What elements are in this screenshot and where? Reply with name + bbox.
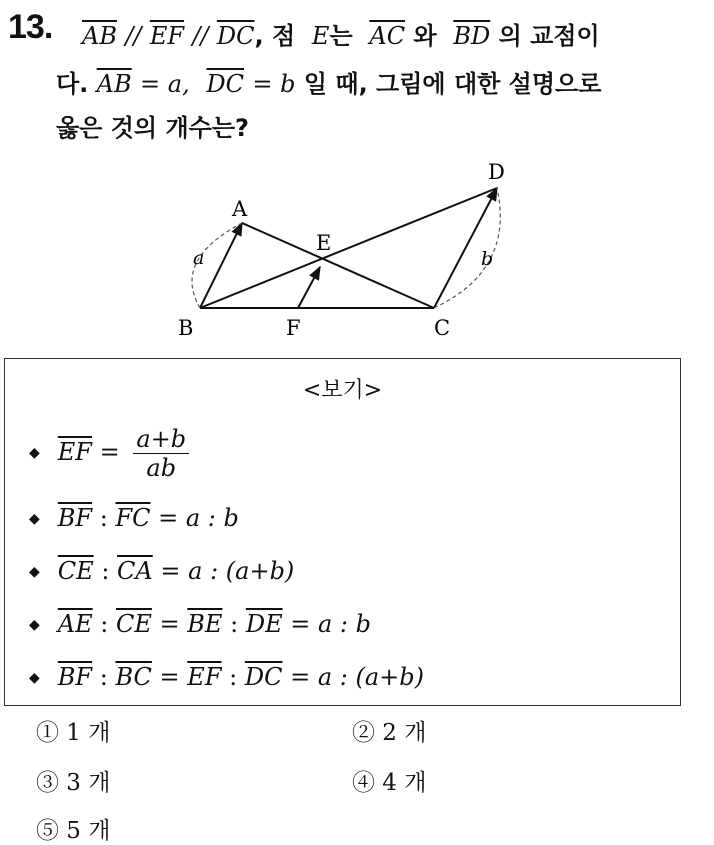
segment-ac: $\overline{AC}$ bbox=[369, 22, 406, 50]
geometry-figure bbox=[170, 160, 540, 345]
choice-4[interactable]: ④ 4 개 bbox=[352, 770, 427, 796]
label-b-point: B bbox=[178, 316, 194, 340]
label-f-point: F bbox=[286, 316, 301, 340]
label-d-point: D bbox=[488, 160, 505, 184]
choice-1[interactable]: ① 1 개 bbox=[36, 720, 111, 746]
segment: $\overline{BC}$ bbox=[115, 663, 152, 691]
question-number: 13. bbox=[8, 8, 53, 46]
segment-fe-arrow bbox=[298, 267, 320, 308]
segment: $\overline{CA}$ bbox=[117, 557, 153, 585]
equals-sign: = bbox=[99, 438, 120, 466]
ratio-value: = a : (a+b) bbox=[160, 557, 295, 585]
label-a-length: a bbox=[193, 247, 205, 269]
ratio-value: = a : b bbox=[290, 610, 371, 638]
equation: = b bbox=[252, 70, 296, 98]
ratio-value: = a : b bbox=[158, 504, 239, 532]
bullet-icon: ◆ bbox=[29, 445, 40, 461]
segment: $\overline{FC}$ bbox=[115, 504, 151, 532]
ratio-value: = a : (a+b) bbox=[290, 663, 424, 691]
segment: $\overline{BE}$ bbox=[187, 610, 223, 638]
point-e: E bbox=[311, 22, 330, 50]
equation: = a, bbox=[140, 70, 190, 98]
segment-ab: $\overline{AB}$ bbox=[96, 70, 132, 98]
colon: : bbox=[99, 504, 108, 532]
segment-bd: $\overline{BD}$ bbox=[453, 22, 491, 50]
parallel-symbol: // bbox=[125, 22, 142, 50]
bogi-item-1 bbox=[29, 425, 189, 482]
segment: $\overline{EF}$ bbox=[57, 438, 92, 466]
label-c-point: C bbox=[434, 316, 451, 340]
bogi-item-3 bbox=[29, 557, 294, 585]
text: 는 bbox=[329, 22, 353, 50]
bogi-item-5 bbox=[29, 663, 424, 691]
label-a-point: A bbox=[232, 197, 248, 221]
text: 다. bbox=[56, 70, 89, 98]
equals-sign: = bbox=[159, 663, 180, 691]
segment-ef: $\overline{EF}$ bbox=[149, 22, 185, 50]
segment-dc: $\overline{DC}$ bbox=[206, 70, 245, 98]
bogi-title: <보기> bbox=[302, 378, 383, 403]
choice-3[interactable]: ③ 3 개 bbox=[36, 770, 111, 796]
question-line-1 bbox=[82, 16, 600, 51]
segment: $\overline{DE}$ bbox=[245, 610, 283, 638]
colon: : bbox=[99, 663, 108, 691]
fraction-denominator: ab bbox=[146, 454, 177, 482]
parallel-symbol: // bbox=[192, 22, 209, 50]
colon: : bbox=[101, 557, 110, 585]
colon: : bbox=[229, 663, 238, 691]
segment: $\overline{BF}$ bbox=[57, 504, 93, 532]
segment: $\overline{CE}$ bbox=[116, 610, 152, 638]
bullet-icon: ◆ bbox=[29, 670, 40, 686]
segment-ab: $\overline{AB}$ bbox=[82, 22, 117, 50]
fraction bbox=[133, 425, 189, 482]
text: 일 때, 그림에 대한 설명으로 bbox=[303, 70, 602, 98]
bogi-item-4 bbox=[29, 610, 371, 638]
label-e-point: E bbox=[316, 231, 332, 255]
bogi-box bbox=[4, 358, 681, 706]
segment-dc: $\overline{DC}$ bbox=[216, 22, 255, 50]
question-line-3: 옳은 것의 개수는? bbox=[56, 114, 249, 142]
segment: $\overline{DC}$ bbox=[244, 663, 283, 691]
bullet-icon: ◆ bbox=[29, 617, 40, 633]
segment-ac bbox=[242, 223, 434, 308]
bogi-item-2 bbox=[29, 504, 239, 532]
text: 의 교점이 bbox=[498, 22, 600, 50]
question-line-2 bbox=[56, 64, 601, 99]
bullet-icon: ◆ bbox=[29, 564, 40, 580]
text: 와 bbox=[413, 22, 437, 50]
segment: $\overline{EF}$ bbox=[187, 663, 222, 691]
label-b-length: b bbox=[481, 248, 494, 270]
segment: $\overline{CE}$ bbox=[57, 557, 94, 585]
choice-5[interactable]: ⑤ 5 개 bbox=[36, 818, 111, 844]
fraction-numerator: a+b bbox=[133, 425, 189, 454]
bullet-icon: ◆ bbox=[29, 511, 40, 527]
colon: : bbox=[230, 610, 239, 638]
colon: : bbox=[100, 610, 109, 638]
segment: $\overline{AE}$ bbox=[57, 610, 93, 638]
equals-sign: = bbox=[159, 610, 180, 638]
text: , 점 bbox=[254, 22, 296, 50]
segment: $\overline{BF}$ bbox=[57, 663, 93, 691]
choice-2[interactable]: ② 2 개 bbox=[352, 720, 427, 746]
